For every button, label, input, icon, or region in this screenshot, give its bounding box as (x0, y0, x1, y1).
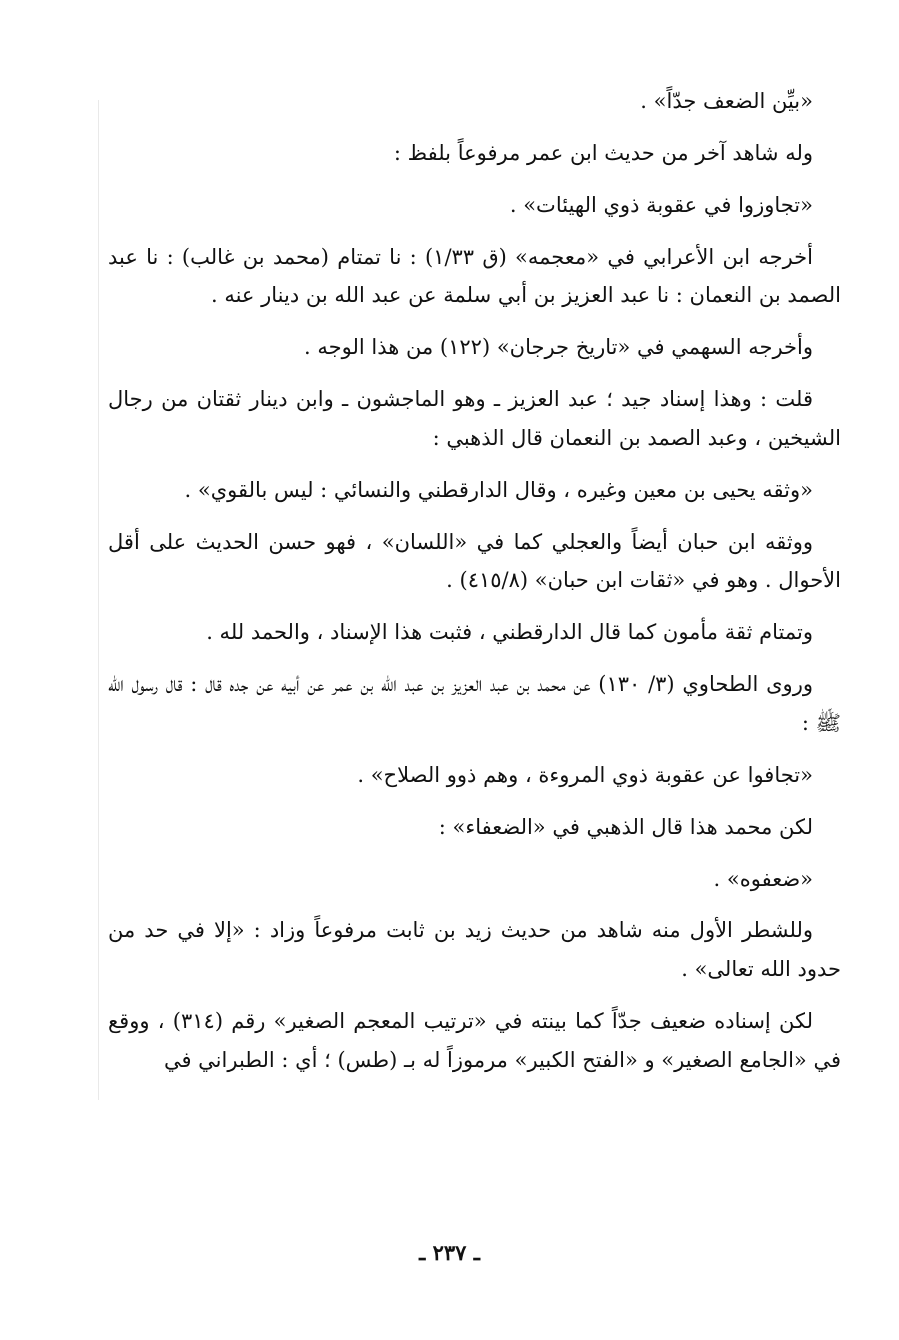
page-number: ـ ٢٣٧ ـ (419, 1240, 480, 1265)
paragraph: قلت : وهذا إسناد جيد ؛ عبد العزيز ـ وهو الماجشون ـ وابن دينار ثقتان من رجال الشيخين ، وعبد الصمد بن النعمان قال الذهبي : (108, 387, 841, 450)
paragraph: وللشطر الأول منه شاهد من حديث زيد بن ثابت مرفوعاً وزاد : «إلا في حد من حدود الله تعالى» . (108, 918, 841, 982)
paragraph: «ضعفوه» . (713, 866, 813, 891)
paragraph: وتمتام ثقة مأمون كما قال الدارقطني ، فثبت هذا الإسناد ، والحمد لله . (206, 620, 813, 645)
paragraph: وله شاهد آخر من حديث ابن عمر مرفوعاً بلفظ : (393, 140, 813, 165)
paragraph: لكن إسناده ضعيف جدّاً كما بينته في «ترتيب المعجم الصغير» رقم (٣١٤) ، ووقع في «الجامع الصغير» و «الفتح الكبير» مرموزاً له بـ (طس) ؛ أي : الطبراني في (108, 1009, 841, 1072)
paragraph: وأخرجه السهمي في «تاريخ جرجان» (١٢٢) من هذا الوجه . (304, 335, 813, 360)
paragraph: وروى الطحاوي (٣/ ١٣٠) عن محمد بن عبد العزيز بن عبد الله بن عمر عن أبيه عن جده قال : قال رسول الله ﷺ : (108, 672, 841, 735)
page-body (108, 82, 841, 1093)
paragraph: أخرجه ابن الأعرابي في «معجمه» (ق ١/٣٣) : نا تمتام (محمد بن غالب) : نا عبد الصمد بن النعمان : نا عبد العزيز بن أبي سلمة عن عبد الله بن دينار عنه . (108, 244, 841, 308)
paragraph: ووثقه ابن حبان أيضاً والعجلي كما في «اللسان» ، فهو حسن الحديث على أقل الأحوال . وهو في «ثقات ابن حبان» (٤١٥/٨) . (108, 529, 841, 593)
paragraph: «وثقه يحيى بن معين وغيره ، وقال الدارقطني والنسائي : ليس بالقوي» . (184, 477, 813, 502)
paragraph: «بيِّن الضعف جدّاً» . (640, 89, 813, 113)
paragraph: «تجاوزوا في عقوبة ذوي الهيئات» . (509, 192, 813, 217)
scan-margin-line (98, 100, 99, 1100)
paragraph: «تجافوا عن عقوبة ذوي المروءة ، وهم ذوو الصلاح» . (357, 762, 813, 787)
paragraph: لكن محمد هذا قال الذهبي في «الضعفاء» : (438, 814, 813, 839)
